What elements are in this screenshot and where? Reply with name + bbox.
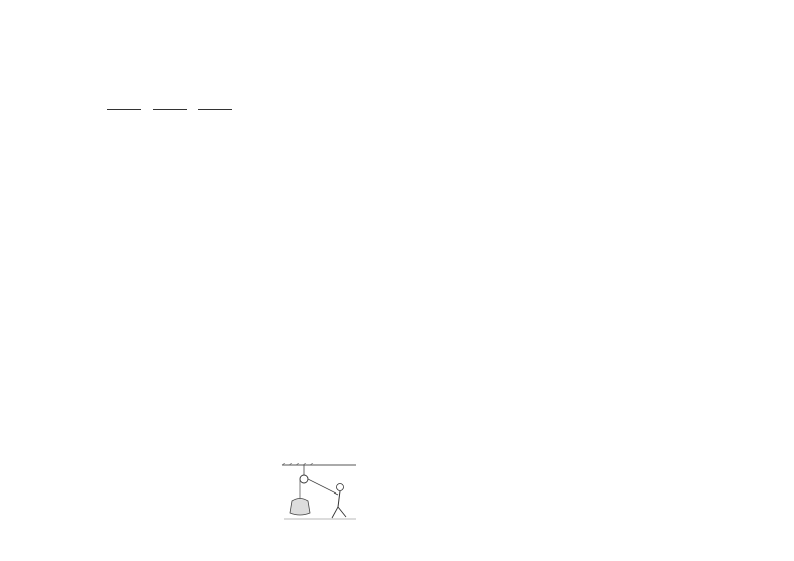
student-info: [106, 101, 240, 110]
name-blank[interactable]: [153, 101, 187, 110]
score-blank[interactable]: [198, 101, 232, 110]
pulley-figure: [280, 463, 358, 523]
class-blank[interactable]: [107, 101, 141, 110]
